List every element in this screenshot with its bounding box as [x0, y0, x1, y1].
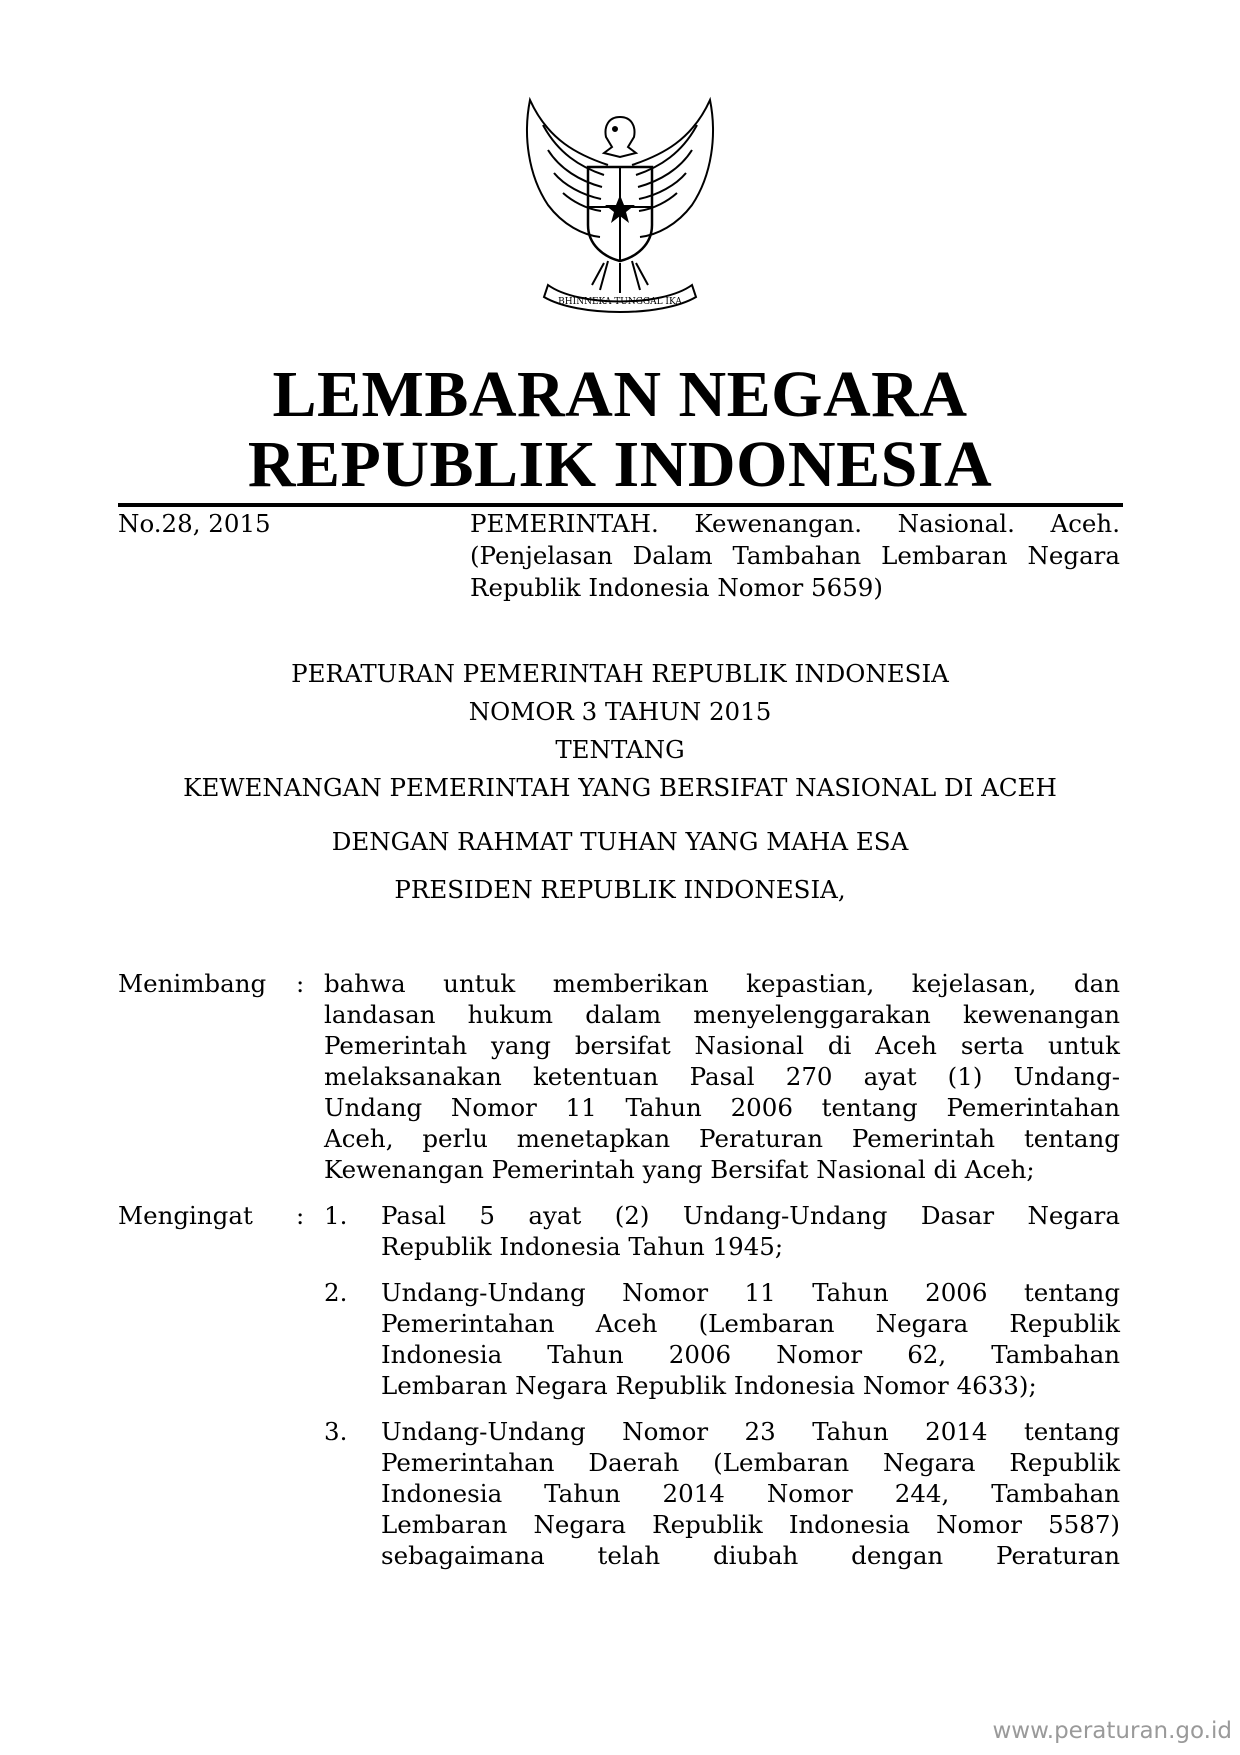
mengingat-item-number: 3. [324, 1417, 348, 1446]
subject-line: PEMERINTAH. Kewenangan. Nasional. Aceh. [470, 509, 1120, 538]
menimbang-line: Undang Nomor 11 Tahun 2006 tentang Pemerintahan [324, 1093, 1120, 1122]
mengingat-colon: : [296, 1201, 305, 1230]
masthead-line-2: REPUBLIK INDONESIA [247, 428, 993, 501]
menimbang-label: Menimbang [118, 969, 267, 998]
menimbang-line: bahwa untuk memberikan kepastian, kejelasan, dan [324, 969, 1120, 998]
mengingat-label: Mengingat [118, 1201, 253, 1230]
opening-line: DENGAN RAHMAT TUHAN YANG MAHA ESA [331, 827, 909, 856]
menimbang-line: Pemerintah yang bersifat Nasional di Aceh serta untuk [324, 1031, 1120, 1060]
menimbang-line: Aceh, perlu menetapkan Peraturan Pemerintah tentang [324, 1124, 1120, 1153]
regulation-tentang: TENTANG [555, 735, 685, 764]
mengingat-item-line: Indonesia Tahun 2006 Nomor 62, Tambahan [381, 1340, 1120, 1369]
masthead-line-1: LEMBARAN NEGARA [272, 358, 968, 431]
mengingat-item-line: Undang-Undang Nomor 11 Tahun 2006 tentang [381, 1278, 1120, 1307]
footer-url: www.peraturan.go.id [992, 1718, 1232, 1744]
mengingat-item-line: Pemerintahan Daerah (Lembaran Negara Republik [381, 1448, 1120, 1477]
mengingat-item-number: 1. [324, 1201, 348, 1230]
mengingat-item-line: Lembaran Negara Republik Indonesia Nomor 4633); [381, 1371, 1037, 1400]
subject-line: (Penjelasan Dalam Tambahan Lembaran Negara [470, 541, 1120, 570]
menimbang-line: Kewenangan Pemerintah yang Bersifat Nasional di Aceh; [324, 1155, 1035, 1184]
mengingat-item-number: 2. [324, 1278, 348, 1307]
menimbang-colon: : [296, 969, 305, 998]
menimbang-line: landasan hukum dalam menyelenggarakan kewenangan [324, 1000, 1120, 1029]
gazette-number: No.28, 2015 [118, 509, 271, 538]
regulation-number: NOMOR 3 TAHUN 2015 [468, 697, 772, 726]
mengingat-item-line: Pemerintahan Aceh (Lembaran Negara Republik [381, 1309, 1120, 1338]
mengingat-item-line: Pasal 5 ayat (2) Undang-Undang Dasar Negara [381, 1201, 1120, 1230]
mengingat-item-line: Indonesia Tahun 2014 Nomor 244, Tambahan [381, 1479, 1120, 1508]
subject-line: Republik Indonesia Nomor 5659) [470, 573, 883, 602]
menimbang-line: melaksanakan ketentuan Pasal 270 ayat (1) Undang- [324, 1062, 1120, 1091]
mengingat-item-line: Undang-Undang Nomor 23 Tahun 2014 tentang [381, 1417, 1120, 1446]
regulation-subject: KEWENANGAN PEMERINTAH YANG BERSIFAT NASIONAL DI ACEH [183, 773, 1057, 802]
regulation-title-line: PERATURAN PEMERINTAH REPUBLIK INDONESIA [291, 659, 949, 688]
mengingat-item-line: Republik Indonesia Tahun 1945; [381, 1232, 784, 1261]
mengingat-item-line: sebagaimana telah diubah dengan Peraturan [381, 1541, 1120, 1570]
masthead-rule [118, 503, 1123, 507]
mengingat-item-line: Lembaran Negara Republik Indonesia Nomor 5587) [381, 1510, 1120, 1539]
garuda-pancasila-emblem-icon [508, 95, 732, 313]
emblem-motto: BHINNEKA TUNGGAL IKA [558, 297, 682, 307]
opening-president: PRESIDEN REPUBLIK INDONESIA, [394, 875, 846, 904]
